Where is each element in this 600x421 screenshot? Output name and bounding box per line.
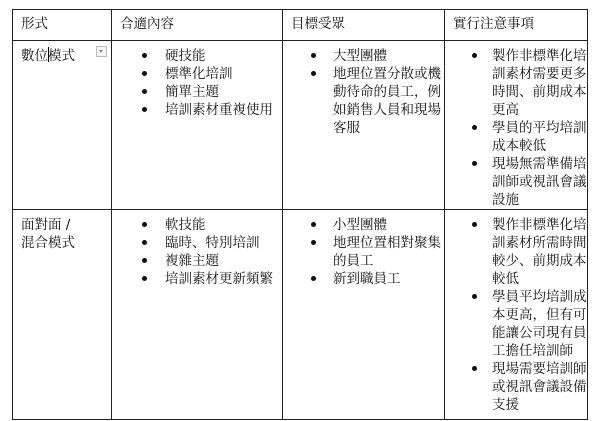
list-item: 學員平均培訓成本更高，但有可能讓公司現有員工擔任培訓師: [445, 288, 587, 360]
audience-cell-in-person[interactable]: [283, 210, 445, 420]
audience-list-digital: [283, 41, 444, 137]
bullet-icon: [142, 53, 147, 58]
table-header-row: [13, 10, 588, 41]
list-item: 簡單主題: [112, 83, 282, 101]
form-label-line-2: 混合模式: [21, 235, 75, 251]
table-row-in-person: [13, 210, 588, 420]
list-item: 製作非標準化培訓素材所需時間較少、前期成本較低: [445, 216, 587, 288]
bullet-icon: [472, 125, 477, 130]
form-label-part-b: 模式: [48, 48, 75, 64]
bullet-icon: [311, 53, 316, 58]
list-item: 現場需要培訓師或視訊會議設備支援: [445, 360, 587, 414]
bullet-icon: [311, 222, 316, 227]
list-item: 大型團體: [283, 47, 444, 65]
list-item: 軟技能: [112, 216, 282, 234]
bullet-icon: [142, 276, 147, 281]
content-list-digital: [112, 41, 282, 119]
bullet-icon: [142, 222, 147, 227]
content-cell-digital[interactable]: [112, 41, 283, 210]
form-label-line-1: 面對面 /: [21, 217, 71, 233]
list-item: 複雜主題: [112, 252, 282, 270]
bullet-icon: [472, 161, 477, 166]
audience-list-in-person: [283, 210, 444, 288]
form-cell-digital[interactable]: [13, 41, 112, 210]
bullet-icon: [472, 366, 477, 371]
bullet-icon: [472, 294, 477, 299]
table-cell-dropdown-handle[interactable]: [96, 46, 107, 57]
bullet-icon: [142, 89, 147, 94]
notes-cell-digital[interactable]: [445, 41, 588, 210]
notes-cell-in-person[interactable]: [445, 210, 588, 420]
list-item: 硬技能: [112, 47, 282, 65]
header-cell-audience[interactable]: [283, 10, 445, 41]
bullet-icon: [472, 53, 477, 58]
list-item: 培訓素材重複使用: [112, 101, 282, 119]
list-item: 現場無需準備培訓師或視訊會議設施: [445, 155, 587, 209]
form-label-part-a: 數位: [21, 48, 48, 64]
list-item: 小型團體: [283, 216, 444, 234]
notes-list-in-person: [445, 210, 587, 414]
notes-list-digital: [445, 41, 587, 209]
list-item: 新到職員工: [283, 270, 444, 288]
bullet-icon: [311, 276, 316, 281]
table-row-digital: [13, 41, 588, 210]
bullet-icon: [142, 240, 147, 245]
list-item: 地理位置相對聚集的員工: [283, 234, 444, 270]
header-notes: 實行注意事項: [453, 16, 534, 32]
bullet-icon: [142, 71, 147, 76]
list-item: 臨時、特別培訓: [112, 234, 282, 252]
bullet-icon: [472, 222, 477, 227]
list-item: 地理位置分散或機動待命的員工，例如銷售人員和現場客服: [283, 65, 444, 137]
list-item: 學員的平均培訓成本較低: [445, 119, 587, 155]
header-cell-notes[interactable]: [445, 10, 588, 41]
list-item: 製作非標準化培訓素材需要更多時間、前期成本更高: [445, 47, 587, 119]
form-cell-in-person[interactable]: [13, 210, 112, 420]
content-cell-in-person[interactable]: [112, 210, 283, 420]
bullet-icon: [142, 258, 147, 263]
header-audience: 目標受眾: [291, 16, 345, 32]
content-list-in-person: [112, 210, 282, 288]
bullet-icon: [311, 71, 316, 76]
audience-cell-digital[interactable]: [283, 41, 445, 210]
header-cell-content[interactable]: [112, 10, 283, 41]
list-item: 標準化培訓: [112, 65, 282, 83]
bullet-icon: [311, 240, 316, 245]
header-cell-form[interactable]: [13, 10, 112, 41]
training-format-table: [12, 9, 588, 420]
header-form: 形式: [21, 16, 48, 32]
header-content: 合適內容: [120, 16, 174, 32]
list-item: 培訓素材更新頻繁: [112, 270, 282, 288]
bullet-icon: [142, 107, 147, 112]
